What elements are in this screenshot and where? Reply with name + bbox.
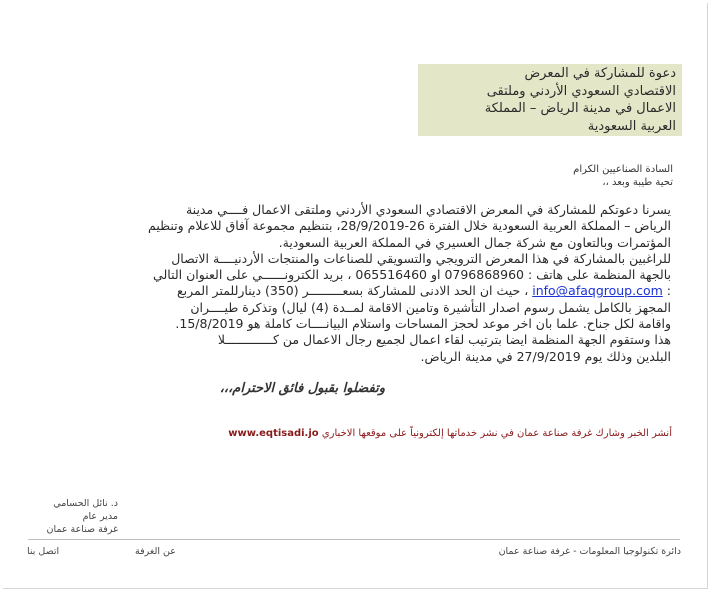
body-line-1: يسرنا دعوتكم للمشاركة في المعرض الاقتصادي السعودي الأردني وملتقى الاعمال فــــي مدينة: [185, 202, 671, 217]
signature-block: [28, 497, 118, 536]
greeting-regards: تحية طيبة وبعد ،،: [602, 177, 673, 188]
body-line-8: واقامة لكل جناح. علما بان اخر موعد لحجز المساحات واستلام البيانــــات كاملة هو 15/8/2019.: [175, 316, 671, 332]
body-line-5: بالجهة المنظمة على هاتف : 0796868960 او 065516460 ، بريد الكترونــــــي على العنوان التالي: [153, 267, 671, 283]
footer-divider: [28, 539, 680, 540]
body-line-7: المجهز بالكامل يشمل رسوم اصدار التأشيرة وتامين الاقامة لمــدة (4) ليال) وتذكرة طيــــران: [190, 299, 671, 315]
body-line-10: البلدين وذلك يوم 27/9/2019 في مدينة الرياض.: [420, 348, 671, 364]
signatory-name: د. نائل الحسامي: [53, 498, 118, 509]
invitation-title-box: [418, 64, 682, 136]
signatory-org: غرفة صناعة عمان: [46, 524, 118, 535]
body-line-6: [30, 283, 671, 299]
organizer-email-link[interactable]: info@afaqgroup.com: [532, 283, 663, 299]
greeting: [573, 163, 673, 189]
title-line-4: العربية السعودية: [587, 118, 676, 134]
title-line-3: الاعمال في مدينة الرياض – المملكة: [484, 101, 676, 116]
title-line-2: الاقتصادي السعودي الأردني وملتقى: [486, 83, 676, 99]
share-news-text: أنشر الخبر وشارك غرفة صناعة عمان في نشر خدماتها إلكترونياً على موقعها الاخباري: [321, 428, 672, 439]
body-line-9: هذا وستقوم الجهة المنظمة ايضا بترتيب لقاء اعمال لجميع رجال الاعمال من كـــــــــــــلا: [217, 332, 671, 348]
greeting-salutation: السادة الصناعيين الكرام: [573, 164, 673, 175]
news-site-link[interactable]: www.eqtisadi.jo: [228, 428, 319, 439]
body-line-2: الرياض – المملكة العربية السعودية خلال الفترة 26-28/9/2019، بتنظيم مجموعة آفاق للاعلام وتنظيم: [148, 218, 671, 234]
body-line-4: للراغبين بالمشاركة في هذا المعرض الترويجي والتسويقي للصناعات والمنتجات الأردنيــــة الاتصال: [171, 250, 671, 266]
closing-regards: وتفضلوا بقبول فائق الاحترام،،،: [219, 381, 385, 396]
share-news-line: [228, 428, 672, 439]
footer-it-department: دائرة تكنولوجيا المعلومات - غرفة صناعة عمان: [498, 546, 681, 557]
footer-contact-link[interactable]: اتصل بنا: [27, 546, 60, 557]
title-line-1: دعوة للمشاركة في المعرض: [524, 66, 676, 81]
body-line-6-prefix: :: [666, 283, 671, 299]
body-line-6-rest: ، حيث ان الحد الادنى للمشاركة بسعـــــــــر (350) دينارللمتر المربع: [177, 283, 529, 299]
letter-body: [30, 202, 671, 365]
body-line-3: المؤتمرات وبالتعاون مع شركة جمال العسيري في المملكة العربية السعودية.: [278, 234, 671, 250]
footer-about-link[interactable]: عن الغرفة: [135, 546, 176, 557]
signatory-role: مدير عام: [82, 511, 118, 522]
